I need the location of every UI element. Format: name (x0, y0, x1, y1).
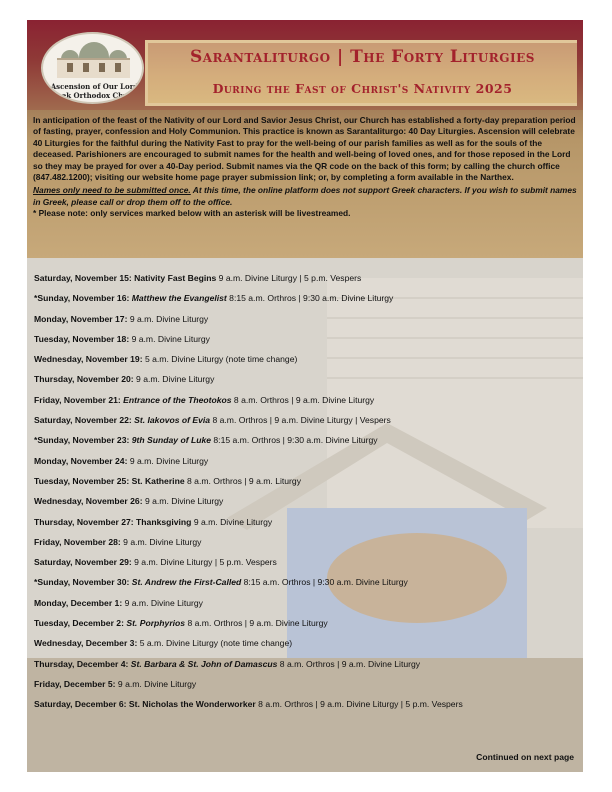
schedule-row: Friday, November 21: Entrance of the Theotokos 8 a.m. Orthros | 9 a.m. Divine Liturgy (34, 394, 375, 405)
schedule-row: Tuesday, November 18: 9 a.m. Divine Liturgy (34, 333, 210, 344)
header-band (27, 20, 583, 110)
schedule-section (27, 258, 583, 772)
church-logo (41, 32, 144, 104)
schedule-row: Wednesday, November 19: 5 a.m. Divine Liturgy (note time change) (34, 354, 298, 365)
submission-note-underlined: Names only need to be submitted once. (33, 185, 191, 196)
schedule-row: Monday, December 1: 9 a.m. Divine Liturgy (34, 597, 203, 608)
logo-line2: Greek Orthodox Church (47, 91, 142, 100)
logo-window-icon (99, 63, 105, 72)
schedule-row: Thursday, December 4: St. Barbara & St. John of Damascus 8 a.m. Orthros | 9 a.m. Divine Liturgy (34, 658, 421, 669)
schedule-row: Saturday, November 29: 9 a.m. Divine Liturgy | 5 p.m. Vespers (34, 557, 277, 568)
livestream-note: * Please note: only services marked below with an asterisk will be livestreamed. (33, 208, 351, 219)
schedule-row: Saturday, November 15: Nativity Fast Begins 9 a.m. Divine Liturgy | 5 p.m. Vespers (34, 273, 362, 283)
logo-window-icon (83, 63, 89, 72)
schedule-row: *Sunday, November 16: Matthew the Evangelist 8:15 a.m. Orthros | 9:30 a.m. Divine Liturgy (34, 293, 394, 304)
title-box (145, 40, 577, 106)
logo-dome-icon (79, 42, 109, 58)
continued-note: Continued on next page (476, 752, 574, 762)
schedule-row: Wednesday, December 3: 5 a.m. Divine Liturgy (note time change) (34, 638, 293, 649)
page-subtitle: During the Fast of Christ's Nativity 2025 (212, 81, 513, 96)
page-title: Sarantaliturgo | The Forty Liturgies (190, 47, 535, 67)
schedule-row: *Sunday, November 30: St. Andrew the First-Called 8:15 a.m. Orthros | 9:30 a.m. Divine Liturgy (34, 577, 408, 588)
schedule-row: Tuesday, December 2: St. Porphyrios 8 a.m. Orthros | 9 a.m. Divine Liturgy (34, 618, 328, 629)
schedule-row: Tuesday, November 25: St. Katherine 8 a.m. Orthros | 9 a.m. Liturgy (34, 475, 301, 486)
schedule-row: Saturday, November 22: St. Iakovos of Evia 8 a.m. Orthros | 9 a.m. Divine Liturgy | Vespers (34, 415, 391, 426)
schedule-row: Friday, December 5: 9 a.m. Divine Liturgy (34, 678, 197, 689)
schedule-row: Monday, November 24: 9 a.m. Divine Liturgy (34, 455, 209, 466)
schedule-row: *Sunday, November 23: 9th Sunday of Luke 8:15 a.m. Orthros | 9:30 a.m. Divine Liturgy (34, 435, 378, 446)
intro-paragraph: In anticipation of the feast of the Nativity of our Lord and Savior Jesus Christ, our Church has established a forty-day preparation period of fasting, prayer, confession and Holy Communion. This practice is known as Sarantaliturgo: 40 Day Liturgies. Ascension will celebrate 40 Liturgies for the faithful during the Nativity Fast to pray for the well-being of our parish families as well as for the souls of the deceased. Parishioners are encouraged to submit names for the health and well-being of loved ones, and for those reposed in the Lord so they may be prayed for over a 40-Day period. Submit names via the QR code on the back of this form; by calling the church office (847.482.1200); visiting our website home page prayer submission link; or, by completing a form available in the Narthex. (33, 115, 576, 183)
flyer-page (27, 20, 583, 772)
schedule-row: Friday, November 28: 9 a.m. Divine Liturgy (34, 536, 202, 547)
intro-section (27, 110, 583, 258)
schedule-row: Monday, November 17: 9 a.m. Divine Liturgy (34, 313, 209, 324)
submission-note-rest: At this time, the online platform does not support Greek characters. If you wish to submit names in Greek, please call or drop them off to the office. (33, 185, 577, 207)
schedule-row: Thursday, November 20: 9 a.m. Divine Liturgy (34, 374, 215, 385)
submission-note (33, 185, 577, 208)
schedule-row: Thursday, November 27: Thanksgiving 9 a.m. Divine Liturgy (34, 516, 273, 527)
logo-line1: Ascension of Our Lord (50, 82, 139, 91)
schedule-row: Saturday, December 6: St. Nicholas the Wonderworker 8 a.m. Orthros | 9 a.m. Divine Liturgy | 5 p.m. Vespers (34, 699, 463, 710)
logo-window-icon (67, 63, 73, 72)
schedule-row: Wednesday, November 26: 9 a.m. Divine Liturgy (34, 496, 224, 507)
schedule-list (34, 268, 579, 715)
logo-window-icon (115, 63, 121, 72)
